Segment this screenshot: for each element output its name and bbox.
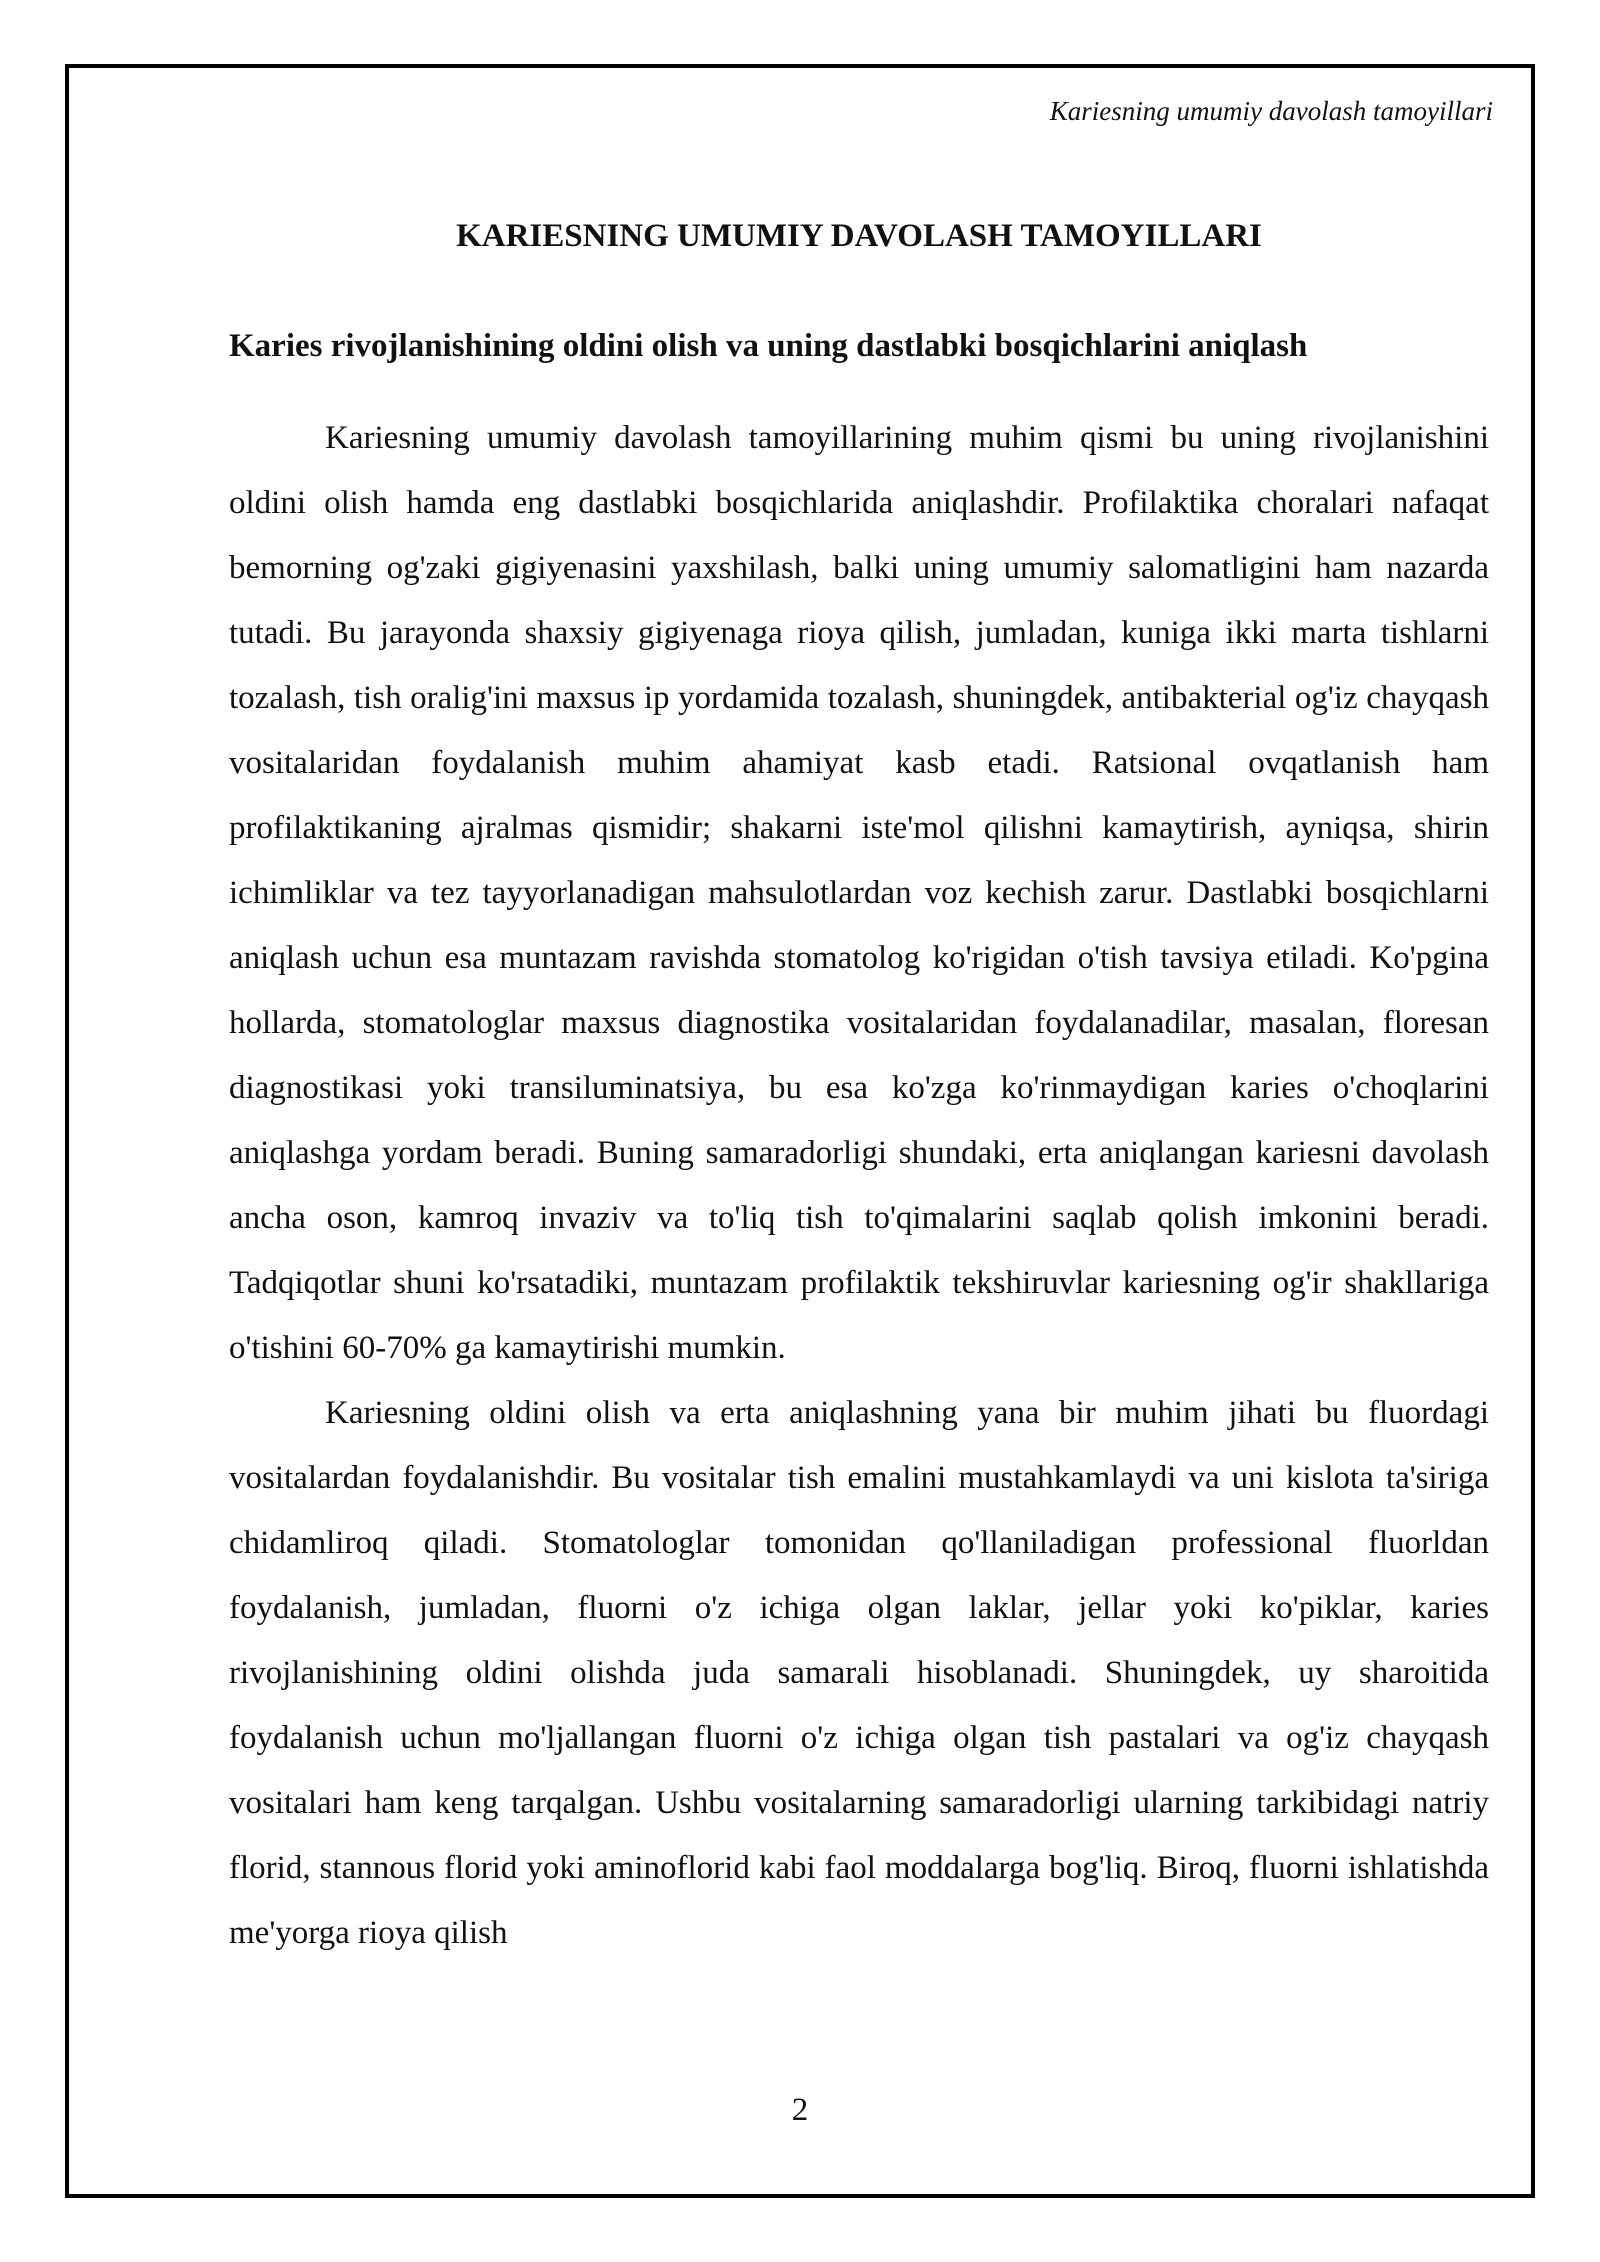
document-title: KARIESNING UMUMIY DAVOLASH TAMOYILLARI (456, 218, 1262, 254)
body-text (229, 406, 1489, 1966)
section-heading: Karies rivojlanishining oldini olish va uning dastlabki bosqichlarini aniqlash (229, 328, 1308, 364)
paragraph-2: Kariesning oldini olish va erta aniqlashning yana bir muhim jihati bu fluordagi vositalardan foydalanishdir. Bu vositalar tish emalini mustahkamlaydi va uni kislota ta'siriga chidamliroq qiladi. Stomatologlar tomonidan qo'llaniladigan professional fluorldan foydalanish, jumladan, fluorni o'z ichiga olgan laklar, jellar yoki ko'piklar, karies rivojlanishining oldini olishda juda samarali hisoblanadi. Shuningdek, uy sharoitida foydalanish uchun mo'ljallangan fluorni o'z ichiga olgan tish pastalari va og'iz chayqash vositalari ham keng tarqalgan. Ushbu vositalarning samaradorligi ularning tarkibidagi natriy florid, stannous florid yoki aminoflorid kabi faol moddalarga bog'liq. Biroq, fluorni ishlatishda me'yorga rioya qilish (229, 1395, 1489, 1951)
running-header: Kariesning umumiy davolash tamoyillari (1049, 96, 1493, 126)
page-number: 2 (791, 2092, 809, 2128)
paragraph-1: Kariesning umumiy davolash tamoyillarining muhim qismi bu uning rivojlanishini oldini olish hamda eng dastlabki bosqichlarida aniqlashdir. Profilaktika choralari nafaqat bemorning og'zaki gigiyenasini yaxshilash, balki uning umumiy salomatligini ham nazarda tutadi. Bu jarayonda shaxsiy gigiyenaga rioya qilish, jumladan, kuniga ikki marta tishlarni tozalash, tish oralig'ini maxsus ip yordamida tozalash, shuningdek, antibakterial og'iz chayqash vositalaridan foydalanish muhim ahamiyat kasb etadi. Ratsional ovqatlanish ham profilaktikaning ajralmas qismidir; shakarni iste'mol qilishni kamaytirish, ayniqsa, shirin ichimliklar va tez tayyorlanadigan mahsulotlardan voz kechish zarur. Dastlabki bosqichlarni aniqlash uchun esa muntazam ravishda stomatolog ko'rigidan o'tish tavsiya etiladi. Ko'pgina hollarda, stomatologlar maxsus diagnostika vositalaridan foydalanadilar, masalan, floresan diagnostikasi yoki transiluminatsiya, bu esa ko'zga ko'rinmaydigan karies o'choqlarini aniqlashga yordam beradi. Buning samaradorligi shundaki, erta aniqlangan kariesni davolash ancha oson, kamroq invaziv va to'liq tish to'qimalarini saqlab qolish imkonini beradi. Tadqiqotlar shuni ko'rsatadiki, muntazam profilaktik tekshiruvlar kariesning og'ir shakllariga o'tishini 60-70% ga kamaytirishi mumkin. (229, 420, 1489, 1366)
